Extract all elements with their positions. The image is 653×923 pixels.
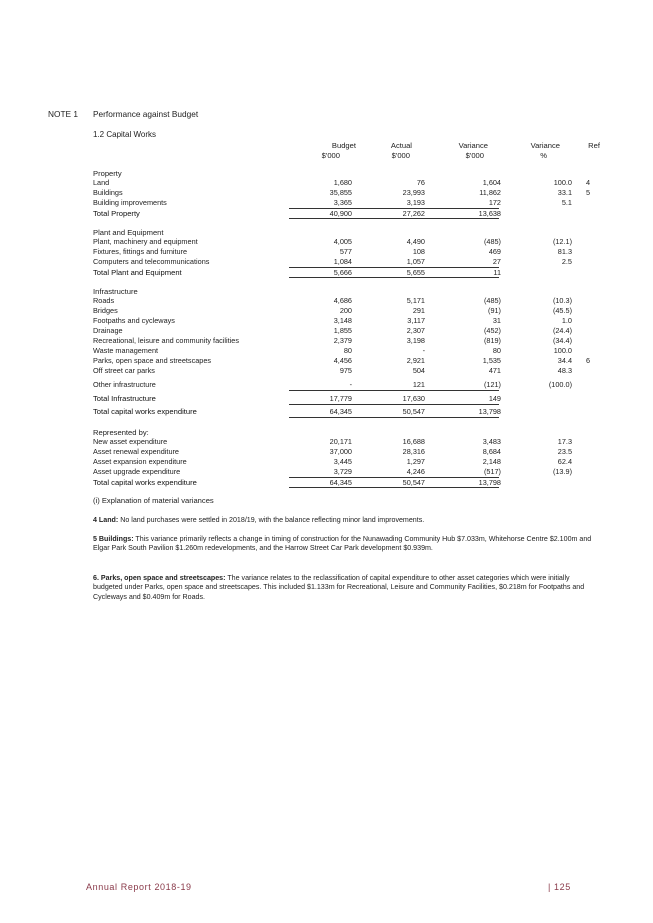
grand-total-underline <box>289 417 499 418</box>
actual-cell: 5,655 <box>406 268 425 277</box>
variance-pct-cell: (100.0) <box>548 380 572 389</box>
variance-pct-cell: (45.5) <box>552 306 572 315</box>
explanation-buildings: 5 Buildings: This variance primarily reflects a change in timing of construction for the Nunawading Community Hub $7.033m, Whitehorse Centre $2.100m and Elgar Park South Pavilion $1.260m redevelopments, and the Harrow Street Car Park development $0.939m. <box>93 535 592 553</box>
variance-pct-cell: (13.9) <box>552 467 572 476</box>
variance-cell: 2,148 <box>482 457 501 466</box>
budget-cell: - <box>349 380 352 389</box>
budget-cell: 3,365 <box>333 198 352 207</box>
row-label: Total Property <box>93 209 140 218</box>
actual-cell: 2,307 <box>406 326 425 335</box>
actual-cell: 121 <box>412 380 425 389</box>
variance-cell: 31 <box>492 316 501 325</box>
represented-total-underline <box>289 487 499 488</box>
actual-cell: 3,193 <box>406 198 425 207</box>
represented-heading: Represented by: <box>93 428 149 437</box>
actual-cell: 108 <box>412 247 425 256</box>
infrastructure-heading: Infrastructure <box>93 287 138 296</box>
explanation-parks: 6. Parks, open space and streetscapes: The variance relates to the reclassification of capital expenditure to other asset categories which were initially budgeted under Parks, open space and streetscapes. This included $1.133m for Recreational, Leisure and Community Facilities, $0.218m for Footpaths and Cycleways and $0.409m for Roads. <box>93 574 585 601</box>
header-actual-unit: $'000 <box>391 151 410 160</box>
actual-cell: 16,688 <box>402 437 425 446</box>
infrastructure-total-row <box>93 394 603 404</box>
header-budget: Budget <box>331 141 356 150</box>
plant-heading: Plant and Equipment <box>93 228 164 237</box>
row-label: Recreational, leisure and community facilities <box>93 336 240 345</box>
infra-total-line <box>289 404 499 405</box>
variance-pct-cell: 5.1 <box>561 198 572 207</box>
row-label: Roads <box>93 296 115 305</box>
table-row <box>93 257 603 267</box>
actual-cell: 4,490 <box>406 237 425 246</box>
property-heading: Property <box>93 169 122 178</box>
table-row <box>93 306 603 316</box>
variance-cell: 1,604 <box>482 178 501 187</box>
section-title: 1.2 Capital Works <box>93 130 156 139</box>
budget-cell: 20,171 <box>329 437 352 446</box>
explanations-heading: (i) Explanation of material variances <box>93 496 214 505</box>
variance-pct-cell: 17.3 <box>557 437 572 446</box>
variance-cell: 469 <box>488 247 501 256</box>
variance-pct-cell: (12.1) <box>552 237 572 246</box>
budget-cell: 577 <box>339 247 352 256</box>
row-label: Building improvements <box>93 198 167 207</box>
table-row <box>93 237 603 247</box>
budget-cell: 4,005 <box>333 237 352 246</box>
variance-pct-cell: 81.3 <box>557 247 572 256</box>
row-label: Asset expansion expenditure <box>93 457 187 466</box>
variance-cell: (819) <box>483 336 501 345</box>
variance-cell: (121) <box>483 380 501 389</box>
variance-pct-cell: (34.4) <box>552 336 572 345</box>
explanation-land: 4 Land: No land purchases were settled in 2018/19, with the balance reflecting minor land improvements. <box>93 516 425 524</box>
row-label: Total capital works expenditure <box>93 478 197 487</box>
table-row <box>93 336 603 346</box>
budget-cell: 200 <box>339 306 352 315</box>
variance-cell: (485) <box>483 296 501 305</box>
variance-pct-cell: 33.1 <box>557 188 572 197</box>
actual-cell: 1,057 <box>406 257 425 266</box>
actual-cell: 2,921 <box>406 356 425 365</box>
budget-cell: 17,779 <box>329 394 352 403</box>
variance-cell: (485) <box>483 237 501 246</box>
row-label: Off street car parks <box>93 366 155 375</box>
actual-cell: - <box>422 346 425 355</box>
variance-cell: 471 <box>488 366 501 375</box>
variance-cell: 13,798 <box>478 478 501 487</box>
infra-rule-above <box>289 390 499 391</box>
table-row <box>93 346 603 356</box>
row-label: Land <box>93 178 110 187</box>
header-ref: Ref <box>588 141 600 150</box>
actual-cell: 27,262 <box>402 209 425 218</box>
header-variance-unit: $'000 <box>465 151 484 160</box>
row-label: Plant, machinery and equipment <box>93 237 198 246</box>
variance-cell: 149 <box>488 394 501 403</box>
variance-pct-cell: 48.3 <box>557 366 572 375</box>
actual-cell: 3,198 <box>406 336 425 345</box>
variance-cell: 11 <box>493 268 501 277</box>
header-variance-pct-unit: % <box>540 151 547 160</box>
table-row <box>93 316 603 326</box>
variance-cell: (452) <box>483 326 501 335</box>
variance-cell: 3,483 <box>482 437 501 446</box>
variance-pct-cell: 100.0 <box>553 346 572 355</box>
budget-cell: 975 <box>339 366 352 375</box>
table-row <box>93 380 603 390</box>
row-label: Footpaths and cycleways <box>93 316 175 325</box>
row-label: Fixtures, fittings and furniture <box>93 247 188 256</box>
property-total-underline <box>289 218 499 219</box>
table-row <box>93 457 603 467</box>
plant-total-underline <box>289 277 499 278</box>
budget-cell: 40,900 <box>329 209 352 218</box>
note-title: Performance against Budget <box>93 109 199 119</box>
variance-pct-cell: 1.0 <box>561 316 572 325</box>
table-row <box>93 247 603 257</box>
actual-cell: 50,547 <box>402 407 425 416</box>
actual-cell: 504 <box>412 366 425 375</box>
table-row <box>93 326 603 336</box>
table-row <box>93 296 603 306</box>
variance-cell: 8,684 <box>482 447 501 456</box>
variance-cell: (517) <box>483 467 501 476</box>
variance-cell: 1,535 <box>482 356 501 365</box>
table-row <box>93 356 603 366</box>
actual-cell: 1,297 <box>406 457 425 466</box>
variance-cell: 27 <box>492 257 501 266</box>
row-label: Buildings <box>93 188 123 197</box>
variance-pct-cell: 34.4 <box>557 356 572 365</box>
note-label: NOTE 1 <box>48 109 78 119</box>
actual-cell: 17,630 <box>402 394 425 403</box>
budget-cell: 80 <box>343 346 352 355</box>
actual-cell: 4,246 <box>406 467 425 476</box>
row-label: Asset upgrade expenditure <box>93 467 181 476</box>
variance-cell: 13,798 <box>478 407 501 416</box>
variance-pct-cell: 62.4 <box>557 457 572 466</box>
header-actual: Actual <box>390 141 412 150</box>
row-label: Waste management <box>93 346 159 355</box>
row-label: Total Infrastructure <box>93 394 156 403</box>
footer-page-number: | 125 <box>548 882 571 892</box>
header-variance: Variance <box>458 141 488 150</box>
table-row <box>93 437 603 447</box>
ref-cell: 5 <box>586 188 591 197</box>
budget-cell: 4,456 <box>333 356 352 365</box>
row-label: Total Plant and Equipment <box>93 268 182 277</box>
variance-pct-cell: (24.4) <box>552 326 572 335</box>
actual-cell: 291 <box>412 306 425 315</box>
row-label: Total capital works expenditure <box>93 407 197 416</box>
row-label: Asset renewal expenditure <box>93 447 179 456</box>
budget-cell: 1,855 <box>333 326 352 335</box>
budget-cell: 4,686 <box>333 296 352 305</box>
variance-cell: 172 <box>488 198 501 207</box>
budget-cell: 64,345 <box>329 478 352 487</box>
variance-pct-cell: 100.0 <box>553 178 572 187</box>
budget-cell: 37,000 <box>329 447 352 456</box>
budget-cell: 1,084 <box>333 257 352 266</box>
table-row <box>93 188 603 198</box>
table-row <box>93 447 603 457</box>
table-row <box>93 178 603 188</box>
actual-cell: 23,993 <box>402 188 425 197</box>
variance-pct-cell: 2.5 <box>561 257 572 266</box>
row-label: New asset expenditure <box>93 437 168 446</box>
variance-pct-cell: (10.3) <box>552 296 572 305</box>
budget-cell: 3,148 <box>333 316 352 325</box>
actual-cell: 76 <box>416 178 425 187</box>
variance-cell: 80 <box>492 346 501 355</box>
ref-cell: 6 <box>586 356 591 365</box>
table-row <box>93 366 603 376</box>
row-label: Other infrastructure <box>93 380 156 389</box>
budget-cell: 2,379 <box>333 336 352 345</box>
variance-cell: 13,638 <box>478 209 501 218</box>
budget-cell: 5,666 <box>333 268 352 277</box>
row-label: Parks, open space and streetscapes <box>93 356 212 365</box>
row-label: Bridges <box>93 306 118 315</box>
grand-total-row <box>93 407 603 417</box>
actual-cell: 5,171 <box>406 296 425 305</box>
budget-cell: 64,345 <box>329 407 352 416</box>
header-variance-pct: Variance <box>530 141 560 150</box>
actual-cell: 28,316 <box>402 447 425 456</box>
variance-pct-cell: 23.5 <box>557 447 572 456</box>
row-label: Drainage <box>93 326 123 335</box>
variance-cell: (91) <box>488 306 501 315</box>
variance-cell: 11,862 <box>479 188 501 197</box>
row-label: Computers and telecommunications <box>93 257 210 266</box>
actual-cell: 50,547 <box>402 478 425 487</box>
budget-cell: 3,445 <box>333 457 352 466</box>
footer-report-title: Annual Report 2018-19 <box>86 882 192 892</box>
budget-cell: 1,680 <box>333 178 352 187</box>
budget-cell: 3,729 <box>333 467 352 476</box>
table-row <box>93 198 603 208</box>
actual-cell: 3,117 <box>407 316 425 325</box>
header-budget-unit: $'000 <box>321 151 340 160</box>
budget-cell: 35,855 <box>329 188 352 197</box>
table-row <box>93 467 603 477</box>
ref-cell: 4 <box>586 178 591 187</box>
